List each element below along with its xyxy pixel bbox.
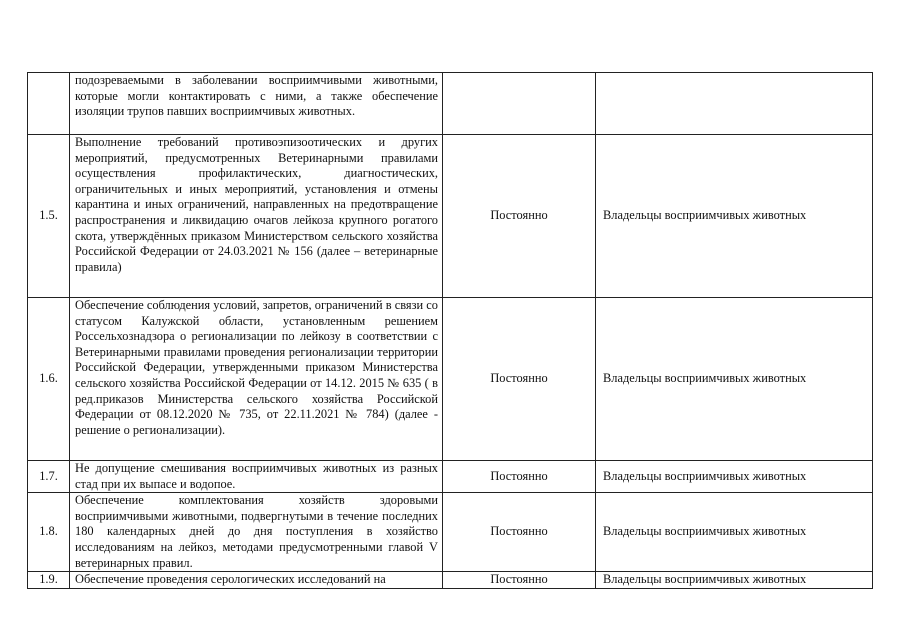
row-measure-text: Выполнение требований противоэпизоотических и других мероприятий, предусмотренных Ветеринарными правилами осуществления профилактических, диагностических, ограничительных и иных мероприятий, установления и отмены карантина и иных ограничений, направленных на предотвращение распространения и ликвидацию очагов лейкоза крупного рогатого скота, утверждённых приказом Министерством сельского хозяйства Российской Федерации от 24.03.2021 № 156 (далее – ветеринарные правила) bbox=[70, 135, 443, 298]
row-measure-text: Не допущение смешивания восприимчивых животных из разных стад при их выпасе и водопое. bbox=[70, 461, 443, 493]
row-responsible: Владельцы восприимчивых животных bbox=[596, 298, 873, 461]
row-term: Постоянно bbox=[443, 298, 596, 461]
table-row bbox=[28, 572, 873, 589]
row-number bbox=[28, 73, 70, 135]
row-measure-text: Обеспечение соблюдения условий, запретов, ограничений в связи со статусом Калужской области, установленным решением Россельхознадзора о регионализации по лейкозу в соответствии с Ветеринарными правилами проведения регионализации территории Российской Федерации, утвержденными приказом Министерства сельского хозяйства Российской Федерации от 14.12. 2015 № 635 ( в ред.приказов Министерства сельского хозяйства Российской Федерации от 08.12.2020 № 735, от 22.11.2021 № 784) (далее - решение о регионализации). bbox=[70, 298, 443, 461]
row-term: Постоянно bbox=[443, 493, 596, 572]
row-measure-text: Обеспечение проведения серологических исследований на bbox=[75, 572, 386, 587]
row-term: Постоянно bbox=[443, 461, 596, 493]
row-responsible: Владельцы восприимчивых животных bbox=[596, 493, 873, 572]
row-number: 1.7. bbox=[28, 461, 70, 493]
row-responsible: Владельцы восприимчивых животных bbox=[603, 572, 807, 587]
measures-table bbox=[27, 72, 873, 589]
table-row bbox=[28, 298, 873, 461]
table-row bbox=[28, 461, 873, 493]
row-number: 1.5. bbox=[28, 135, 70, 298]
table-row bbox=[28, 135, 873, 298]
table-row bbox=[28, 73, 873, 135]
row-responsible bbox=[596, 73, 873, 135]
row-responsible: Владельцы восприимчивых животных bbox=[596, 461, 873, 493]
row-number: 1.6. bbox=[28, 298, 70, 461]
row-term: Постоянно bbox=[443, 135, 596, 298]
table-row bbox=[28, 493, 873, 572]
row-term: Постоянно bbox=[490, 572, 548, 587]
row-term bbox=[443, 73, 596, 135]
row-measure-text: подозреваемыми в заболевании восприимчивыми животными, которые могли контактировать с ними, а также обеспечение изоляции трупов павших восприимчивых животных. bbox=[70, 73, 443, 135]
row-number: 1.8. bbox=[28, 493, 70, 572]
row-number: 1.9. bbox=[39, 572, 58, 587]
row-responsible: Владельцы восприимчивых животных bbox=[596, 135, 873, 298]
row-measure-text: Обеспечение комплектования хозяйств здоровыми восприимчивыми животными, подвергнутыми в течение последних 180 календарных дней до дня поступления в хозяйство исследованиям на лейкоз, методами предусмотренными главой V ветеринарных правил. bbox=[70, 493, 443, 572]
